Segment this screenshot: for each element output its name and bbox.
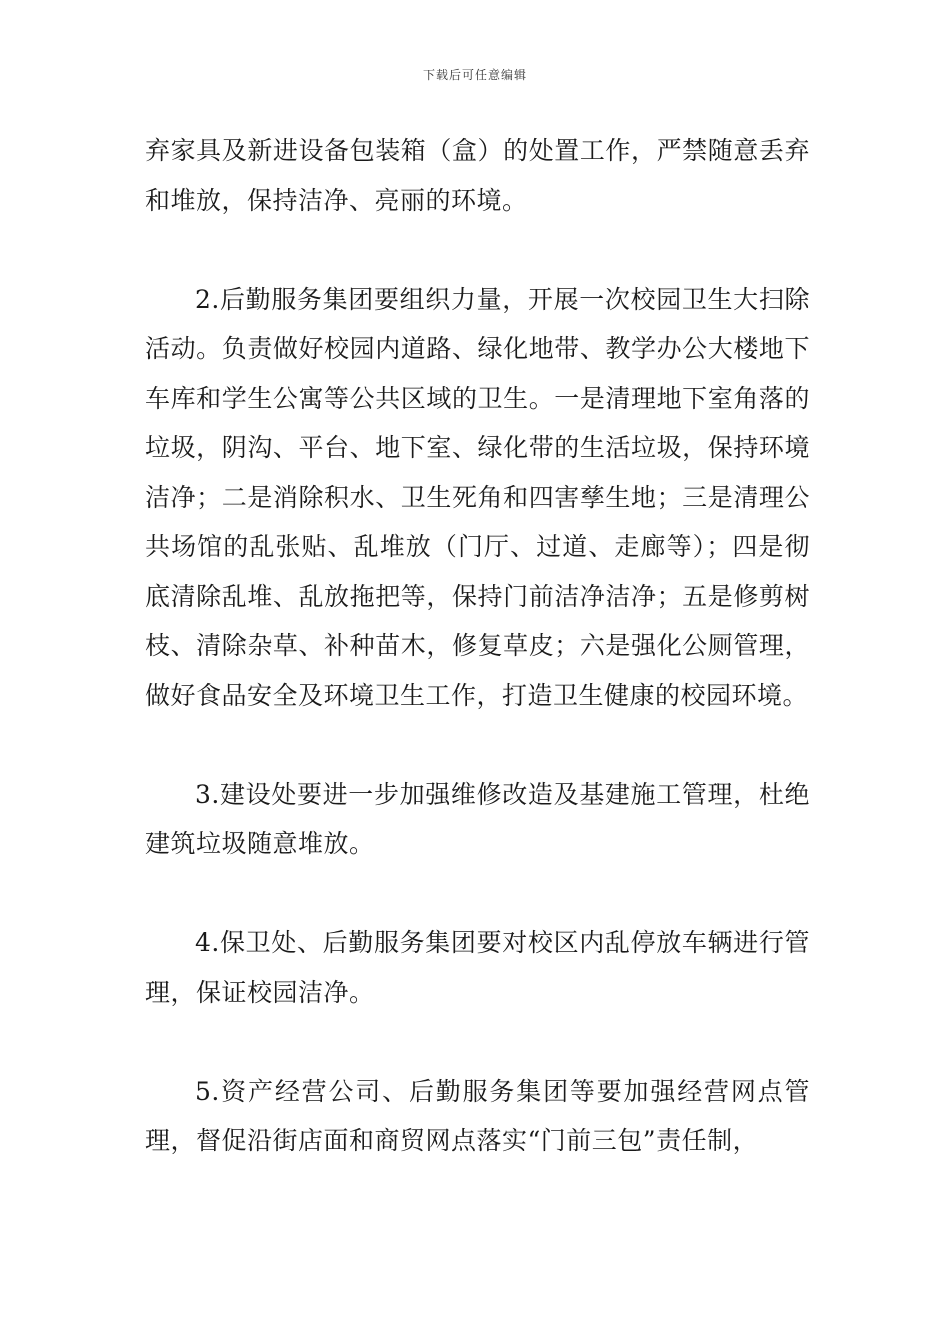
paragraph-item-5: 5.资产经营公司、后勤服务集团等要加强经营网点管理，督促沿街店面和商贸网点落实“门前三包”责任制， [145, 1076, 810, 1155]
paragraph-item-3: 3.建设处要进一步加强维修改造及基建施工管理，杜绝建筑垃圾随意堆放。 [145, 779, 810, 858]
paragraph-gap [145, 869, 810, 919]
paragraph-item-2: 2.后勤服务集团要组织力量，开展一次校园卫生大扫除活动。负责做好校园内道路、绿化地带、教学办公大楼地下车库和学生公寓等公共区域的卫生。一是清理地下室角落的垃圾，阴沟、平台、地下室、绿化带的生活垃圾，保持环境洁净；二是消除积水、卫生死角和四害孳生地；三是清理公共场馆的乱张贴、乱堆放（门厅、过道、走廊等）；四是彻底清除乱堆、乱放拖把等，保持门前洁净洁净；五是修剪树枝、清除杂草、补种苗木，修复草皮；六是强化公厕管理，做好食品安全及环境卫生工作，打造卫生健康的校园环境。 [145, 284, 810, 710]
paragraph-gap [145, 1017, 810, 1067]
page-header-note: 下载后可任意编辑 [422, 68, 527, 82]
paragraph-gap [145, 225, 810, 275]
document-body [145, 126, 810, 1166]
paragraph-continued: 弃家具及新进设备包装箱（盒）的处置工作，严禁随意丢弃和堆放，保持洁净、亮丽的环境。 [145, 136, 810, 215]
paragraph-gap [145, 720, 810, 770]
paragraph-item-4: 4.保卫处、后勤服务集团要对校区内乱停放车辆进行管理，保证校园洁净。 [145, 928, 810, 1007]
